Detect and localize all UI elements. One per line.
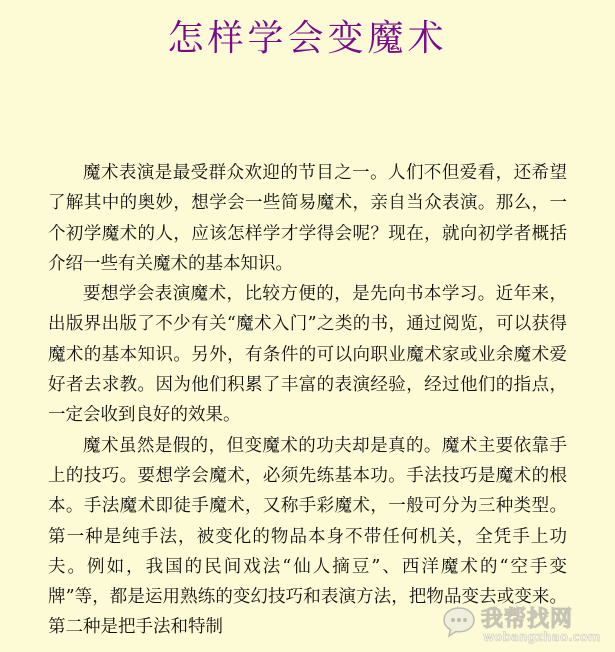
watermark-site-name: 我帮找网	[481, 607, 574, 632]
site-watermark	[441, 604, 611, 646]
article-body	[48, 158, 567, 643]
paragraph-3: 魔术虽然是假的，但变魔术的功夫却是真的。魔术主要依靠手上的技巧。要想学会魔术，必须先练基本功。手法技巧是魔术的根本。手法魔术即徒手魔术，又称手彩魔术，一般可分为三种类型。第一种是纯手法，被变化的物品本身不带任何机关，全凭手上功夫。例如，我国的民间戏法“仙人摘豆”、西洋魔术的“空手变牌”等，都是运用熟练的变幻技巧和表演方法，把物品变去或变来。第二种是把手法和特制	[48, 435, 567, 638]
paragraph-2: 要想学会表演魔术，比较方便的，是先向书本学习。近年来，出版界出版了不少有关“魔术入门”之类的书，通过阅览，可以获得魔术的基本知识。另外，有条件的可以向职业魔术家或业余魔术爱好者去求教。因为他们积累了丰富的表演经验，经过他们的指点，一定会收到良好的效果。	[48, 284, 567, 426]
page-title: 怎样学会变魔术	[167, 18, 448, 59]
watermark-site-url: wobangzhao.com	[483, 630, 601, 644]
chat-bubble-icon	[441, 604, 477, 640]
paragraph-1: 魔术表演是最受群众欢迎的节目之一。人们不但爱看，还希望了解其中的奥妙，想学会一些简易魔术，亲自当众表演。那么，一个初学魔术的人，应该怎样学才学得会呢？现在，就向初学者概括介绍一些有关魔术的基本知识。	[48, 163, 567, 274]
